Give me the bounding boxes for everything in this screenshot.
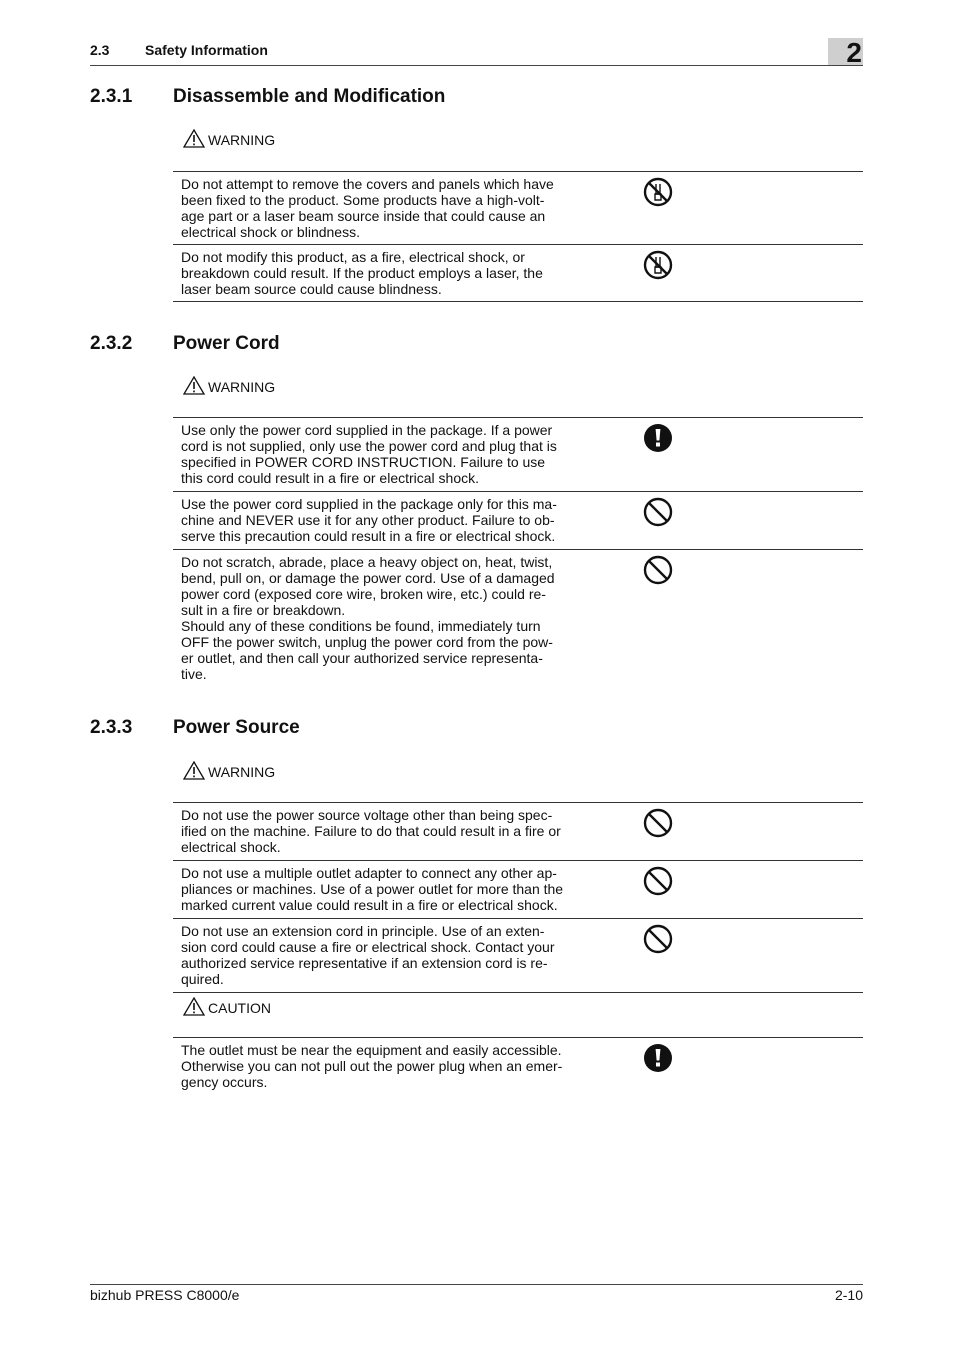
footer-rule bbox=[90, 1284, 863, 1285]
table-row bbox=[173, 1037, 863, 1097]
prohibited-icon bbox=[643, 924, 673, 954]
footer-product-name: bizhub PRESS C8000/e bbox=[90, 1287, 240, 1303]
section-number: 2.3.1 bbox=[90, 86, 133, 107]
warning-label-text: WARNING bbox=[208, 132, 276, 148]
warning-table bbox=[173, 171, 863, 302]
row-text: Do not use a multiple outlet adapter to connect any other ap- pliances or machines. Use of a power outlet for more than the marked current value could result in a fire or electrical shock. bbox=[181, 865, 564, 913]
table-row bbox=[173, 549, 863, 685]
chapter-number-badge: 2 bbox=[828, 38, 863, 65]
row-text: Use the power cord supplied in the package only for this ma- chine and NEVER use it for any other product. Failure to ob- serve this precaution could result in a fire or electrical shock. bbox=[181, 496, 557, 544]
no-disassembly-icon bbox=[643, 250, 673, 280]
section-number: 2.3.3 bbox=[90, 717, 133, 738]
warning-triangle-icon bbox=[183, 376, 205, 395]
section-title: Power Cord bbox=[173, 333, 280, 354]
warning-label bbox=[183, 376, 275, 395]
row-text: Do not use an extension cord in principle. Use of an exten- sion cord could cause a fire or electrical shock. Contact your authorized service representative if an extension cord is re- quired. bbox=[181, 923, 555, 987]
prohibited-icon bbox=[643, 808, 673, 838]
table-row bbox=[173, 860, 863, 918]
section-title: Power Source bbox=[173, 717, 300, 738]
header-rule bbox=[90, 65, 863, 66]
no-disassembly-icon bbox=[643, 177, 673, 207]
caution-label-row bbox=[173, 992, 863, 1037]
mandatory-icon bbox=[643, 423, 673, 453]
warning-triangle-icon bbox=[183, 761, 205, 780]
table-row bbox=[173, 918, 863, 992]
table-row bbox=[173, 244, 863, 302]
table-row bbox=[173, 491, 863, 549]
warning-table bbox=[173, 417, 863, 685]
footer-page-number: 2-10 bbox=[834, 1287, 863, 1303]
row-text: Do not modify this product, as a fire, electrical shock, or breakdown could result. If the product employs a laser, the laser beam source could cause blindness. bbox=[181, 249, 543, 297]
warning-label bbox=[183, 761, 275, 780]
caution-label-text: CAUTION bbox=[208, 1000, 271, 1016]
prohibited-icon bbox=[643, 555, 673, 585]
row-text: The outlet must be near the equipment and easily accessible. Otherwise you can not pull out the power plug when an emer- gency occurs. bbox=[181, 1042, 563, 1090]
header-section-number: 2.3 bbox=[90, 42, 110, 58]
row-text: Use only the power cord supplied in the package. If a power cord is not supplied, only use the power cord and plug that is specified in POWER CORD INSTRUCTION. Failure to use this cord could result in a fire or electrical shock. bbox=[181, 422, 557, 486]
warning-label bbox=[183, 129, 275, 148]
section-number: 2.3.2 bbox=[90, 333, 133, 354]
row-text: Do not attempt to remove the covers and panels which have been fixed to the product. Some products have a high-volt- age part or a laser beam source inside that could cause an electrical shock or blindness. bbox=[181, 176, 554, 240]
header-section-title: Safety Information bbox=[145, 42, 268, 58]
warning-label-text: WARNING bbox=[208, 379, 276, 395]
caution-label bbox=[183, 997, 271, 1016]
row-text: Do not scratch, abrade, place a heavy object on, heat, twist, bend, pull on, or damage the power cord. Use of a damaged power cord (exposed core wire, broken wire, etc.) could re- sult in a fire or breakdown. Should any of these conditions be found, immediately turn OFF the power switch, unplug the power cord from the pow- er outlet, and then call your authorized service representa- tive. bbox=[181, 554, 555, 682]
warning-triangle-icon bbox=[183, 129, 205, 148]
warning-table bbox=[173, 802, 863, 1097]
section-title: Disassemble and Modification bbox=[173, 86, 446, 107]
mandatory-icon bbox=[643, 1043, 673, 1073]
row-text: Do not use the power source voltage other than being spec- ified on the machine. Failure to do that could result in a fire or electrical shock. bbox=[181, 807, 561, 855]
warning-label-text: WARNING bbox=[208, 764, 276, 780]
table-row bbox=[173, 171, 863, 244]
caution-triangle-icon bbox=[183, 997, 205, 1016]
prohibited-icon bbox=[643, 866, 673, 896]
prohibited-icon bbox=[643, 497, 673, 527]
table-row bbox=[173, 417, 863, 491]
table-row bbox=[173, 802, 863, 860]
